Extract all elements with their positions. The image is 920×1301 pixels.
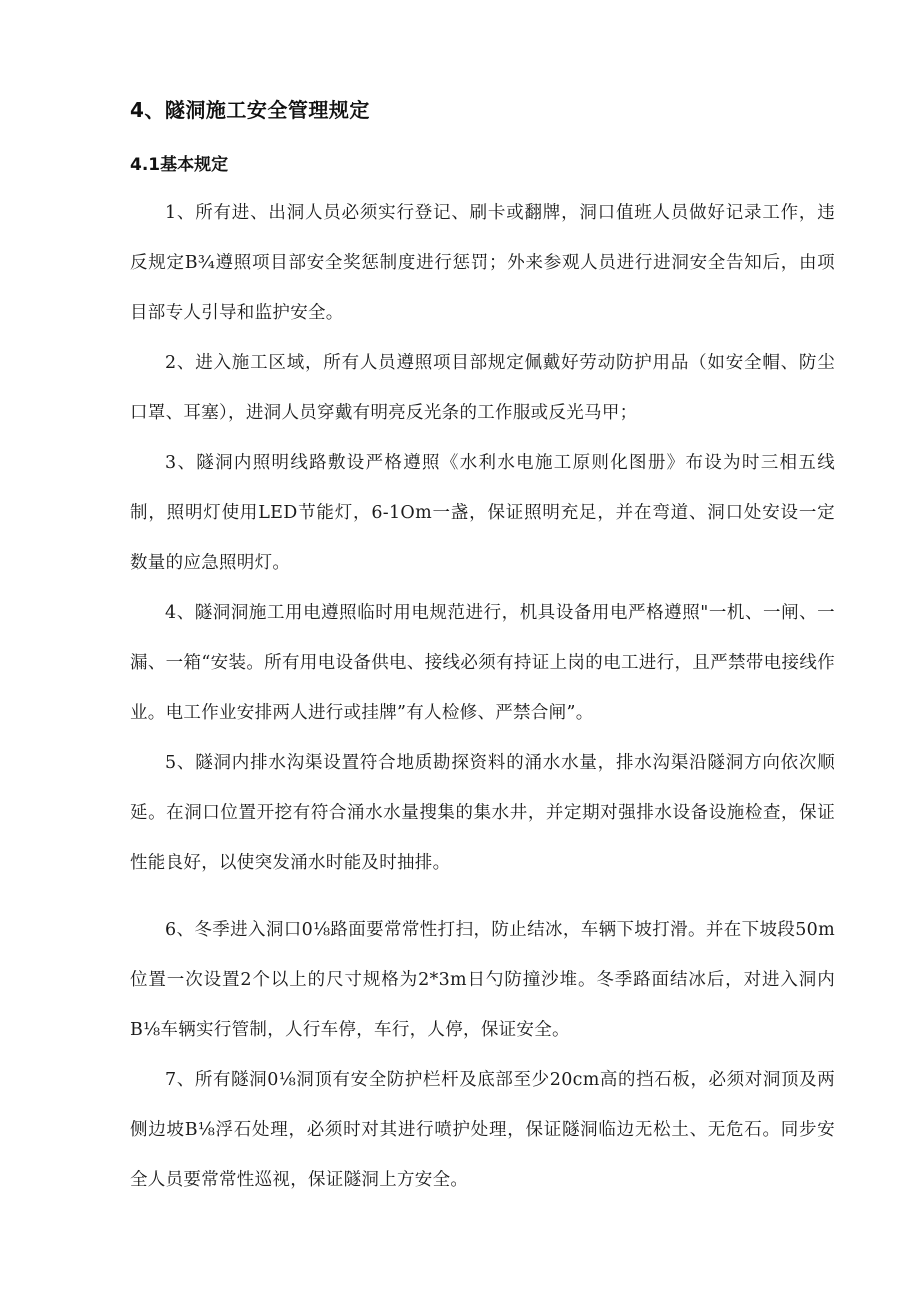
paragraph-4: 4、隧洞洞施工用电遵照临时用电规范进行，机具设备用电严格遵照"一机、一闸、一漏、一箱“安装。所有用电设备供电、接线必须有持证上岗的电工进行，且严禁带电接线作业。电工作业安排两人进行或挂牌”有人检修、严禁合闸”。 xyxy=(130,603,835,723)
paragraph-7: 7、所有隧洞0⅛洞顶有安全防护栏杆及底部至少20cm高的挡石板，必须对洞顶及两侧边坡B⅛浮石处理，必须时对其进行喷护处理，保证隧洞临边无松土、无危石。同步安全人员要常常性巡视，保证隧洞上方安全。 xyxy=(130,1070,835,1190)
section-heading: 4、隧洞施工安全管理规定 xyxy=(130,98,370,122)
paragraph-2: 2、进入施工区域，所有人员遵照项目部规定佩戴好劳动防护用品（如安全帽、防尘口罩、耳塞），进洞人员穿戴有明亮反光条的工作服或反光马甲； xyxy=(130,353,835,423)
paragraph-6: 6、冬季进入洞口0⅛路面要常常性打扫，防止结冰，车辆下坡打滑。并在下坡段50m位置一次设置2个以上的尺寸规格为2*3m日勺防撞沙堆。冬季路面结冰后，对进入洞内B⅛车辆实行管制，人行车停，车行，人停，保证安全。 xyxy=(130,920,835,1040)
paragraph-5: 5、隧洞内排水沟渠设置符合地质勘探资料的涌水水量，排水沟渠沿隧洞方向依次顺延。在洞口位置开挖有符合涌水水量搜集的集水井，并定期对强排水设备设施检查，保证性能良好，以使突发涌水时能及时抽排。 xyxy=(130,753,835,873)
subsection-heading: 4.1基本规定 xyxy=(130,155,229,175)
paragraph-3: 3、隧洞内照明线路敷设严格遵照《水利水电施工原则化图册》布设为时三相五线制，照明灯使用LED节能灯，6-1Om一盏，保证照明充足，并在弯道、洞口处安设一定数量的应急照明灯。 xyxy=(130,453,835,573)
paragraph-1: 1、所有进、出洞人员必须实行登记、刷卡或翻牌，洞口值班人员做好记录工作，违反规定B¾遵照项目部安全奖惩制度进行惩罚；外来参观人员进行进洞安全告知后，由项目部专人引导和监护安全。 xyxy=(130,203,835,323)
